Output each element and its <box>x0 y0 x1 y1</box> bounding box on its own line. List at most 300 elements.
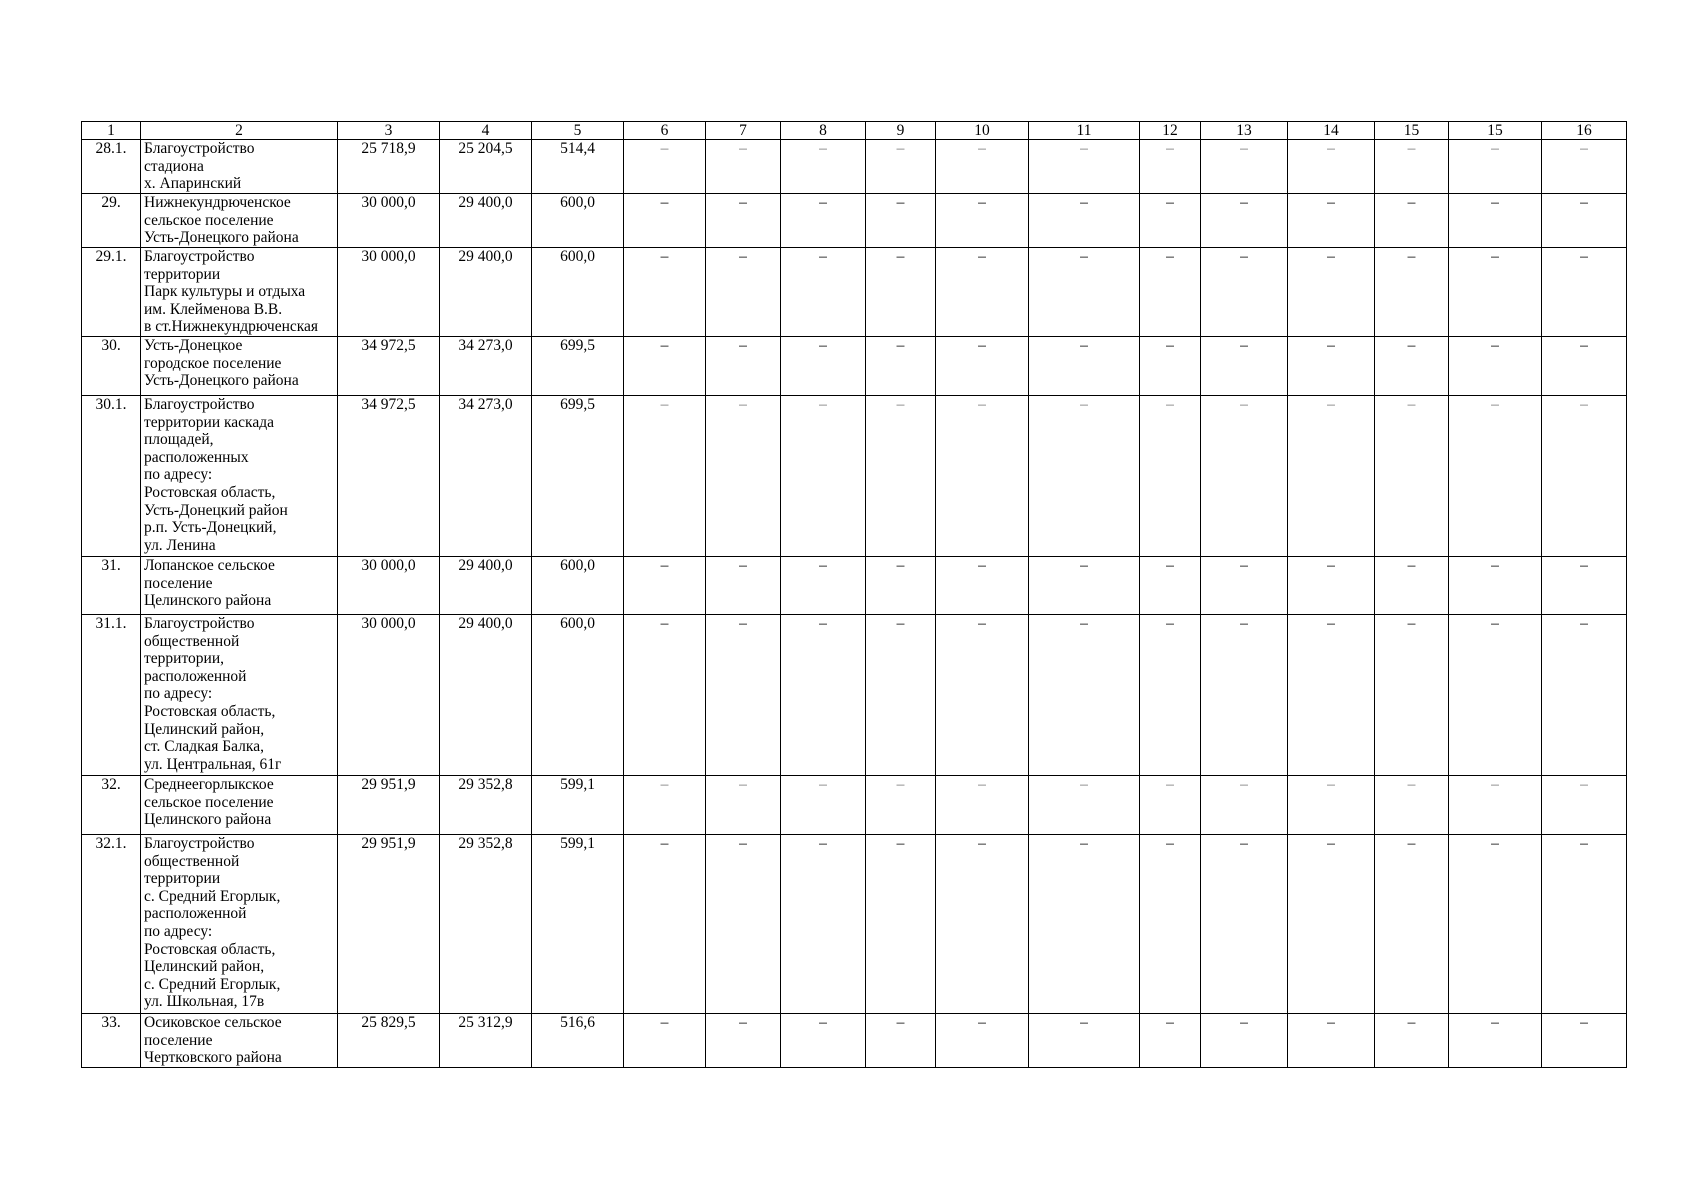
row-name-line: городское поселение <box>144 354 282 372</box>
row-name-line: общественной <box>144 852 240 870</box>
row-name-line: Лопанское сельское <box>144 557 275 574</box>
empty-value-cell <box>781 396 866 557</box>
dash-mark: – <box>739 776 747 793</box>
empty-value-cell <box>706 835 781 1014</box>
row-number: 29. <box>82 194 141 248</box>
total-amount: 25 718,9 <box>338 140 440 194</box>
empty-value-cell <box>1201 557 1288 615</box>
row-name <box>141 1014 338 1068</box>
empty-value-cell <box>624 396 706 557</box>
dash-mark: – <box>1166 776 1174 793</box>
empty-value-cell <box>936 1014 1029 1068</box>
empty-value-cell <box>1140 140 1201 194</box>
empty-value-cell <box>936 776 1029 835</box>
dash-mark: – <box>739 140 747 157</box>
empty-value-cell <box>1375 248 1449 337</box>
dash-mark: – <box>1080 776 1088 793</box>
federal-amount: 25 312,9 <box>440 1014 532 1068</box>
dash-mark: – <box>1327 776 1335 793</box>
empty-value-cell <box>866 1014 936 1068</box>
row-name-line: расположенной <box>144 667 247 685</box>
empty-value-cell <box>1288 248 1375 337</box>
empty-value-cell <box>1288 776 1375 835</box>
dash-mark: – <box>1240 1014 1248 1031</box>
dash-mark: – <box>1491 615 1499 632</box>
empty-value-cell <box>1140 776 1201 835</box>
row-name-line: Осиковское сельское <box>144 1014 282 1031</box>
dash-mark: – <box>1327 557 1335 574</box>
empty-value-cell <box>866 248 936 337</box>
empty-value-cell <box>1449 194 1542 248</box>
dash-mark: – <box>1327 248 1335 265</box>
row-name-line: ул. Школьная, 17в <box>144 993 265 1011</box>
dash-mark: – <box>1166 194 1174 211</box>
dash-mark: – <box>1491 776 1499 793</box>
empty-value-cell <box>706 396 781 557</box>
row-number: 28.1. <box>82 140 141 194</box>
dash-mark: – <box>739 248 747 265</box>
row-name-line: Чертковского района <box>144 1049 282 1067</box>
empty-value-cell <box>936 140 1029 194</box>
dash-mark: – <box>660 140 669 157</box>
row-name-line: территории <box>144 265 221 283</box>
row-name-line: территории каскада <box>144 413 274 431</box>
dash-mark: – <box>1407 557 1416 574</box>
dash-mark: – <box>819 194 827 211</box>
regional-amount: 699,5 <box>532 337 624 396</box>
empty-value-cell <box>866 776 936 835</box>
dash-mark: – <box>1080 337 1088 354</box>
row-name-line: Ростовская область, <box>144 940 276 958</box>
row-name-line: территории, <box>144 650 224 668</box>
empty-value-cell <box>1029 337 1140 396</box>
empty-value-cell <box>936 194 1029 248</box>
federal-amount: 29 400,0 <box>440 194 532 248</box>
dash-mark: – <box>1580 835 1588 852</box>
dash-mark: – <box>1166 557 1174 574</box>
empty-value-cell <box>781 248 866 337</box>
federal-amount: 29 352,8 <box>440 776 532 835</box>
empty-value-cell <box>706 140 781 194</box>
empty-value-cell <box>1375 140 1449 194</box>
column-number-header: 13 <box>1201 122 1288 140</box>
row-name-line: им. Клейменова В.В. <box>144 300 283 318</box>
empty-value-cell <box>936 557 1029 615</box>
dash-mark: – <box>1166 835 1174 852</box>
dash-mark: – <box>896 248 905 265</box>
empty-value-cell <box>781 337 866 396</box>
empty-value-cell <box>781 835 866 1014</box>
dash-mark: – <box>978 194 986 211</box>
row-name-line: по адресу: <box>144 466 213 484</box>
row-name-line: Усть-Донецкое <box>144 337 243 354</box>
dash-mark: – <box>819 337 827 354</box>
empty-value-cell <box>1449 776 1542 835</box>
row-name-line: поселение <box>144 574 213 592</box>
row-number: 29.1. <box>82 248 141 337</box>
dash-mark: – <box>1240 557 1248 574</box>
empty-value-cell <box>1375 337 1449 396</box>
empty-value-cell <box>1375 615 1449 776</box>
row-name-line: Целинский район, <box>144 958 265 976</box>
empty-value-cell <box>1449 835 1542 1014</box>
row-name-line: Благоустройство <box>144 140 255 157</box>
empty-value-cell <box>1288 194 1375 248</box>
regional-amount: 600,0 <box>532 557 624 615</box>
empty-value-cell <box>936 615 1029 776</box>
dash-mark: – <box>1327 835 1335 852</box>
empty-value-cell <box>1201 140 1288 194</box>
row-name-line: общественной <box>144 632 240 650</box>
dash-mark: – <box>1080 1014 1088 1031</box>
empty-value-cell <box>866 615 936 776</box>
regional-amount: 600,0 <box>532 248 624 337</box>
dash-mark: – <box>1580 396 1588 413</box>
dash-mark: – <box>896 337 905 354</box>
dash-mark: – <box>819 557 827 574</box>
empty-value-cell <box>706 337 781 396</box>
empty-value-cell <box>1449 337 1542 396</box>
regional-amount: 600,0 <box>532 615 624 776</box>
federal-amount: 29 352,8 <box>440 835 532 1014</box>
empty-value-cell <box>1140 248 1201 337</box>
dash-mark: – <box>1407 140 1416 157</box>
dash-mark: – <box>896 776 905 793</box>
dash-mark: – <box>1491 140 1499 157</box>
row-name-line: Нижнекундрюченское <box>144 194 291 211</box>
column-number-header: 15 <box>1375 122 1449 140</box>
dash-mark: – <box>819 396 827 413</box>
empty-value-cell <box>781 194 866 248</box>
row-name-line: Среднеегорлыкское <box>144 776 274 793</box>
dash-mark: – <box>819 1014 827 1031</box>
total-amount: 34 972,5 <box>338 396 440 557</box>
dash-mark: – <box>660 615 669 632</box>
total-amount: 34 972,5 <box>338 337 440 396</box>
federal-amount: 34 273,0 <box>440 396 532 557</box>
regional-amount: 514,4 <box>532 140 624 194</box>
row-name-line: Целинского района <box>144 592 272 610</box>
table-row <box>82 140 1627 194</box>
dash-mark: – <box>1407 615 1416 632</box>
total-amount: 30 000,0 <box>338 194 440 248</box>
column-number-header: 5 <box>532 122 624 140</box>
empty-value-cell <box>936 248 1029 337</box>
dash-mark: – <box>896 557 905 574</box>
dash-mark: – <box>1327 337 1335 354</box>
row-name-line: поселение <box>144 1031 213 1049</box>
dash-mark: – <box>896 835 905 852</box>
dash-mark: – <box>819 835 827 852</box>
dash-mark: – <box>1240 140 1248 157</box>
dash-mark: – <box>978 396 986 413</box>
dash-mark: – <box>1491 248 1499 265</box>
regional-amount: 699,5 <box>532 396 624 557</box>
dash-mark: – <box>660 337 669 354</box>
dash-mark: – <box>1166 248 1174 265</box>
row-name-line: Целинский район, <box>144 720 265 738</box>
dash-mark: – <box>1580 248 1588 265</box>
column-number-header: 11 <box>1029 122 1140 140</box>
empty-value-cell <box>1029 140 1140 194</box>
row-name-line: расположенной <box>144 905 247 923</box>
row-number: 31.1. <box>82 615 141 776</box>
column-number-header: 12 <box>1140 122 1201 140</box>
empty-value-cell <box>1140 396 1201 557</box>
dash-mark: – <box>739 194 747 211</box>
empty-value-cell <box>1140 557 1201 615</box>
row-name <box>141 396 338 557</box>
header-row <box>82 122 1627 140</box>
dash-mark: – <box>1240 194 1248 211</box>
row-name-line: Ростовская область, <box>144 483 276 501</box>
empty-value-cell <box>866 140 936 194</box>
dash-mark: – <box>978 615 986 632</box>
dash-mark: – <box>1327 1014 1335 1031</box>
column-number-header: 7 <box>706 122 781 140</box>
dash-mark: – <box>1327 140 1335 157</box>
empty-value-cell <box>706 615 781 776</box>
empty-value-cell <box>1542 1014 1627 1068</box>
dash-mark: – <box>660 396 669 413</box>
dash-mark: – <box>1580 194 1588 211</box>
empty-value-cell <box>1140 835 1201 1014</box>
empty-value-cell <box>1449 140 1542 194</box>
empty-value-cell <box>781 140 866 194</box>
dash-mark: – <box>1080 615 1088 632</box>
empty-value-cell <box>1375 396 1449 557</box>
regional-amount: 600,0 <box>532 194 624 248</box>
row-name <box>141 835 338 1014</box>
table-row <box>82 337 1627 396</box>
empty-value-cell <box>1201 1014 1288 1068</box>
empty-value-cell <box>936 396 1029 557</box>
dash-mark: – <box>1407 396 1416 413</box>
row-name-line: территории <box>144 870 221 888</box>
total-amount: 30 000,0 <box>338 615 440 776</box>
empty-value-cell <box>1288 615 1375 776</box>
empty-value-cell <box>1542 615 1627 776</box>
dash-mark: – <box>1407 194 1416 211</box>
dash-mark: – <box>1580 140 1588 157</box>
row-name-line: ул. Центральная, 61г <box>144 755 282 773</box>
dash-mark: – <box>1166 615 1174 632</box>
dash-mark: – <box>1407 337 1416 354</box>
empty-value-cell <box>1449 557 1542 615</box>
empty-value-cell <box>1288 396 1375 557</box>
dash-mark: – <box>1327 194 1335 211</box>
empty-value-cell <box>1375 776 1449 835</box>
column-number-header: 14 <box>1288 122 1375 140</box>
table-row <box>82 1014 1627 1068</box>
row-name-line: Целинского района <box>144 811 272 829</box>
dash-mark: – <box>1240 835 1248 852</box>
empty-value-cell <box>1288 1014 1375 1068</box>
dash-mark: – <box>1240 248 1248 265</box>
empty-value-cell <box>1029 248 1140 337</box>
empty-value-cell <box>1449 248 1542 337</box>
row-name-line: стадиона <box>144 157 204 175</box>
total-amount: 29 951,9 <box>338 835 440 1014</box>
empty-value-cell <box>1542 776 1627 835</box>
dash-mark: – <box>896 194 905 211</box>
row-name-line: Благоустройство <box>144 835 255 852</box>
empty-value-cell <box>1449 1014 1542 1068</box>
dash-mark: – <box>1580 337 1588 354</box>
row-name-line: Ростовская область, <box>144 702 276 720</box>
row-name-line: Усть-Донецкого района <box>144 372 299 390</box>
empty-value-cell <box>1201 396 1288 557</box>
dash-mark: – <box>819 140 827 157</box>
empty-value-cell <box>936 337 1029 396</box>
dash-mark: – <box>1580 557 1588 574</box>
empty-value-cell <box>1449 615 1542 776</box>
dash-mark: – <box>1327 615 1335 632</box>
dash-mark: – <box>1240 337 1248 354</box>
row-name <box>141 776 338 835</box>
empty-value-cell <box>781 615 866 776</box>
row-name-line: с. Средний Егорлык, <box>144 975 281 993</box>
row-name <box>141 248 338 337</box>
row-number: 32. <box>82 776 141 835</box>
row-name-line: по адресу: <box>144 922 213 940</box>
empty-value-cell <box>706 776 781 835</box>
dash-mark: – <box>978 776 986 793</box>
empty-value-cell <box>624 248 706 337</box>
dash-mark: – <box>819 248 827 265</box>
empty-value-cell <box>1140 1014 1201 1068</box>
dash-mark: – <box>1080 396 1088 413</box>
empty-value-cell <box>1542 557 1627 615</box>
empty-value-cell <box>624 557 706 615</box>
empty-value-cell <box>624 337 706 396</box>
federal-amount: 29 400,0 <box>440 615 532 776</box>
dash-mark: – <box>1407 776 1416 793</box>
federal-amount: 25 204,5 <box>440 140 532 194</box>
empty-value-cell <box>1140 337 1201 396</box>
dash-mark: – <box>1580 1014 1588 1031</box>
empty-value-cell <box>1542 248 1627 337</box>
row-name <box>141 557 338 615</box>
dash-mark: – <box>1491 396 1499 413</box>
empty-value-cell <box>866 396 936 557</box>
empty-value-cell <box>624 835 706 1014</box>
column-number-header: 16 <box>1542 122 1627 140</box>
dash-mark: – <box>1491 1014 1499 1031</box>
dash-mark: – <box>978 557 986 574</box>
total-amount: 30 000,0 <box>338 248 440 337</box>
table-row <box>82 776 1627 835</box>
row-name-line: в ст.Нижнекундрюченская <box>144 318 319 336</box>
table-row <box>82 396 1627 557</box>
empty-value-cell <box>1288 835 1375 1014</box>
row-name-line: сельское поселение <box>144 211 274 229</box>
empty-value-cell <box>1029 1014 1140 1068</box>
dash-mark: – <box>739 615 747 632</box>
dash-mark: – <box>819 776 827 793</box>
empty-value-cell <box>866 557 936 615</box>
dash-mark: – <box>1166 396 1174 413</box>
dash-mark: – <box>978 1014 986 1031</box>
empty-value-cell <box>706 248 781 337</box>
empty-value-cell <box>1542 194 1627 248</box>
empty-value-cell <box>1201 337 1288 396</box>
dash-mark: – <box>739 557 747 574</box>
dash-mark: – <box>1080 140 1088 157</box>
empty-value-cell <box>1201 615 1288 776</box>
empty-value-cell <box>1201 835 1288 1014</box>
total-amount: 29 951,9 <box>338 776 440 835</box>
dash-mark: – <box>1407 1014 1416 1031</box>
table-row <box>82 835 1627 1014</box>
table-body <box>82 122 1627 1068</box>
row-name-line: площадей, <box>144 431 214 449</box>
empty-value-cell <box>1201 248 1288 337</box>
empty-value-cell <box>624 776 706 835</box>
dash-mark: – <box>1491 557 1499 574</box>
table-row <box>82 248 1627 337</box>
dash-mark: – <box>896 396 905 413</box>
empty-value-cell <box>1029 557 1140 615</box>
regional-amount: 516,6 <box>532 1014 624 1068</box>
empty-value-cell <box>1542 396 1627 557</box>
dash-mark: – <box>660 557 669 574</box>
empty-value-cell <box>1288 140 1375 194</box>
empty-value-cell <box>706 194 781 248</box>
dash-mark: – <box>819 615 827 632</box>
empty-value-cell <box>706 557 781 615</box>
row-name-line: расположенных <box>144 448 249 466</box>
empty-value-cell <box>781 776 866 835</box>
dash-mark: – <box>660 776 669 793</box>
empty-value-cell <box>866 835 936 1014</box>
dash-mark: – <box>1080 194 1088 211</box>
empty-value-cell <box>1029 776 1140 835</box>
row-number: 33. <box>82 1014 141 1068</box>
row-name-line: Благоустройство <box>144 615 255 632</box>
row-name <box>141 194 338 248</box>
empty-value-cell <box>1375 557 1449 615</box>
dash-mark: – <box>1080 248 1088 265</box>
empty-value-cell <box>1140 615 1201 776</box>
dash-mark: – <box>660 248 669 265</box>
table-row <box>82 557 1627 615</box>
empty-value-cell <box>1542 835 1627 1014</box>
row-name <box>141 140 338 194</box>
empty-value-cell <box>1029 194 1140 248</box>
dash-mark: – <box>660 1014 669 1031</box>
dash-mark: – <box>896 1014 905 1031</box>
total-amount: 25 829,5 <box>338 1014 440 1068</box>
empty-value-cell <box>1201 776 1288 835</box>
dash-mark: – <box>1166 337 1174 354</box>
empty-value-cell <box>866 337 936 396</box>
column-number-header: 6 <box>624 122 706 140</box>
dash-mark: – <box>1080 835 1088 852</box>
row-name-line: Благоустройство <box>144 248 255 265</box>
row-name-line: р.п. Усть-Донецкий, <box>144 519 277 537</box>
empty-value-cell <box>1140 194 1201 248</box>
dash-mark: – <box>1407 248 1416 265</box>
row-name <box>141 615 338 776</box>
row-name-line: сельское поселение <box>144 793 274 811</box>
empty-value-cell <box>1029 615 1140 776</box>
dash-mark: – <box>896 615 905 632</box>
dash-mark: – <box>1240 615 1248 632</box>
empty-value-cell <box>781 1014 866 1068</box>
federal-amount: 34 273,0 <box>440 337 532 396</box>
dash-mark: – <box>1240 396 1248 413</box>
